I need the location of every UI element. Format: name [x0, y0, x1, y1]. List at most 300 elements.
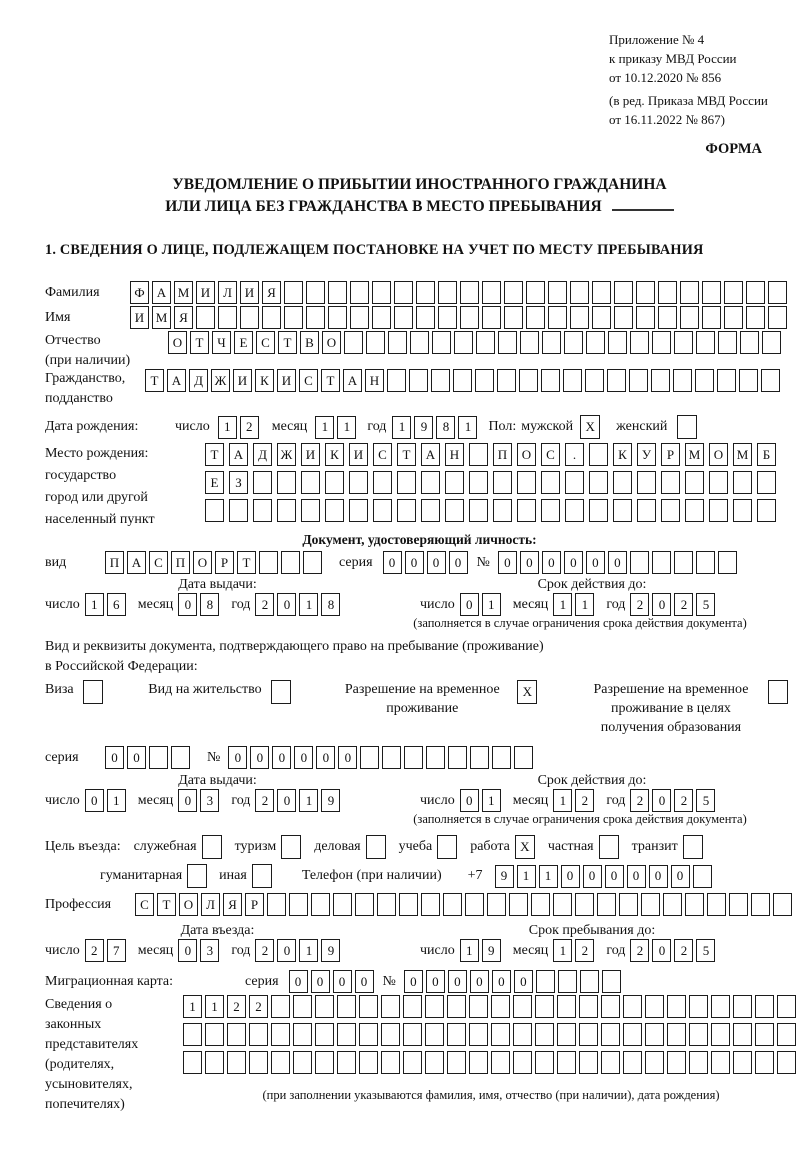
char-cell[interactable]	[426, 746, 445, 769]
char-cell[interactable]	[445, 471, 464, 494]
char-cell[interactable]	[253, 499, 272, 522]
char-cell[interactable]	[614, 306, 633, 329]
char-cell[interactable]: Н	[365, 369, 384, 392]
char-cell[interactable]	[535, 995, 554, 1018]
char-cell[interactable]	[249, 1023, 268, 1046]
char-cell[interactable]	[183, 1023, 202, 1046]
char-cell[interactable]	[570, 281, 589, 304]
char-cell[interactable]: 5	[696, 789, 715, 812]
char-cell[interactable]: 0	[277, 939, 296, 962]
char-cell[interactable]	[762, 331, 781, 354]
char-cell[interactable]	[663, 893, 682, 916]
char-cell[interactable]: Т	[145, 369, 164, 392]
char-cell[interactable]: 2	[575, 789, 594, 812]
char-cell[interactable]	[397, 499, 416, 522]
char-cell[interactable]	[630, 331, 649, 354]
char-cell[interactable]: 2	[255, 593, 274, 616]
char-cell[interactable]: 1	[517, 865, 536, 888]
char-cell[interactable]	[249, 1051, 268, 1074]
char-cell[interactable]	[227, 1051, 246, 1074]
char-cell[interactable]: 3	[200, 939, 219, 962]
char-cell[interactable]	[328, 306, 347, 329]
official-checkbox[interactable]	[202, 835, 222, 859]
char-cell[interactable]	[695, 369, 714, 392]
char-cell[interactable]	[623, 1051, 642, 1074]
char-cell[interactable]	[482, 281, 501, 304]
char-cell[interactable]	[410, 331, 429, 354]
char-cell[interactable]	[293, 1023, 312, 1046]
char-cell[interactable]: С	[299, 369, 318, 392]
char-cell[interactable]: 3	[200, 789, 219, 812]
char-cell[interactable]: 8	[200, 593, 219, 616]
char-cell[interactable]: Ф	[130, 281, 149, 304]
char-cell[interactable]: 0	[470, 970, 489, 993]
char-cell[interactable]	[755, 1023, 774, 1046]
char-cell[interactable]	[469, 1051, 488, 1074]
char-cell[interactable]	[469, 1023, 488, 1046]
char-cell[interactable]	[491, 995, 510, 1018]
char-cell[interactable]	[337, 1051, 356, 1074]
char-cell[interactable]: 8	[321, 593, 340, 616]
char-cell[interactable]	[448, 746, 467, 769]
char-cell[interactable]: 0	[272, 746, 291, 769]
char-cell[interactable]	[680, 306, 699, 329]
char-cell[interactable]	[325, 499, 344, 522]
char-cell[interactable]: 0	[105, 746, 124, 769]
char-cell[interactable]	[509, 893, 528, 916]
char-cell[interactable]	[636, 306, 655, 329]
char-cell[interactable]	[360, 746, 379, 769]
char-cell[interactable]: 0	[492, 970, 511, 993]
char-cell[interactable]	[601, 1051, 620, 1074]
char-cell[interactable]: 0	[586, 551, 605, 574]
char-cell[interactable]: Т	[237, 551, 256, 574]
char-cell[interactable]	[229, 499, 248, 522]
char-cell[interactable]: 2	[674, 939, 693, 962]
char-cell[interactable]	[196, 306, 215, 329]
char-cell[interactable]: Т	[190, 331, 209, 354]
char-cell[interactable]	[757, 471, 776, 494]
char-cell[interactable]: С	[135, 893, 154, 916]
char-cell[interactable]: Т	[278, 331, 297, 354]
char-cell[interactable]	[271, 995, 290, 1018]
char-cell[interactable]: П	[105, 551, 124, 574]
char-cell[interactable]: 0	[671, 865, 690, 888]
char-cell[interactable]	[674, 331, 693, 354]
char-cell[interactable]	[548, 281, 567, 304]
char-cell[interactable]: 9	[321, 939, 340, 962]
char-cell[interactable]	[460, 281, 479, 304]
char-cell[interactable]: Р	[245, 893, 264, 916]
char-cell[interactable]	[535, 1023, 554, 1046]
char-cell[interactable]: 1	[553, 593, 572, 616]
char-cell[interactable]	[729, 893, 748, 916]
char-cell[interactable]	[630, 551, 649, 574]
char-cell[interactable]	[614, 281, 633, 304]
char-cell[interactable]: 0	[311, 970, 330, 993]
char-cell[interactable]: И	[301, 443, 320, 466]
edu-permit-checkbox[interactable]	[768, 680, 788, 704]
char-cell[interactable]: Я	[223, 893, 242, 916]
char-cell[interactable]	[541, 471, 560, 494]
char-cell[interactable]	[623, 995, 642, 1018]
char-cell[interactable]	[645, 1023, 664, 1046]
char-cell[interactable]: Т	[321, 369, 340, 392]
char-cell[interactable]	[447, 1023, 466, 1046]
char-cell[interactable]	[724, 306, 743, 329]
char-cell[interactable]	[337, 1023, 356, 1046]
char-cell[interactable]	[416, 306, 435, 329]
study-checkbox[interactable]	[437, 835, 457, 859]
char-cell[interactable]	[470, 746, 489, 769]
char-cell[interactable]	[658, 281, 677, 304]
char-cell[interactable]	[755, 995, 774, 1018]
char-cell[interactable]: 0	[277, 593, 296, 616]
char-cell[interactable]: .	[565, 443, 584, 466]
char-cell[interactable]: 0	[316, 746, 335, 769]
char-cell[interactable]	[205, 499, 224, 522]
char-cell[interactable]	[709, 499, 728, 522]
char-cell[interactable]: А	[229, 443, 248, 466]
char-cell[interactable]	[372, 281, 391, 304]
char-cell[interactable]	[757, 499, 776, 522]
char-cell[interactable]: 0	[277, 789, 296, 812]
char-cell[interactable]	[768, 306, 787, 329]
char-cell[interactable]	[667, 1023, 686, 1046]
char-cell[interactable]	[623, 1023, 642, 1046]
work-checkbox[interactable]: X	[515, 835, 535, 859]
char-cell[interactable]: 0	[583, 865, 602, 888]
char-cell[interactable]	[563, 369, 582, 392]
char-cell[interactable]: 2	[630, 593, 649, 616]
char-cell[interactable]	[651, 369, 670, 392]
char-cell[interactable]	[517, 499, 536, 522]
char-cell[interactable]	[149, 746, 168, 769]
char-cell[interactable]	[693, 865, 712, 888]
char-cell[interactable]: А	[127, 551, 146, 574]
char-cell[interactable]	[306, 281, 325, 304]
char-cell[interactable]	[526, 306, 545, 329]
char-cell[interactable]: 2	[227, 995, 246, 1018]
char-cell[interactable]: Е	[205, 471, 224, 494]
char-cell[interactable]: Т	[397, 443, 416, 466]
char-cell[interactable]	[637, 471, 656, 494]
char-cell[interactable]: 1	[315, 416, 334, 439]
char-cell[interactable]: М	[152, 306, 171, 329]
char-cell[interactable]: 2	[85, 939, 104, 962]
char-cell[interactable]	[696, 331, 715, 354]
char-cell[interactable]: 0	[178, 593, 197, 616]
char-cell[interactable]: 0	[542, 551, 561, 574]
char-cell[interactable]	[416, 281, 435, 304]
char-cell[interactable]	[711, 1023, 730, 1046]
char-cell[interactable]	[592, 281, 611, 304]
char-cell[interactable]	[271, 1023, 290, 1046]
char-cell[interactable]	[445, 499, 464, 522]
char-cell[interactable]	[381, 995, 400, 1018]
char-cell[interactable]	[718, 331, 737, 354]
tourism-checkbox[interactable]	[281, 835, 301, 859]
char-cell[interactable]	[674, 551, 693, 574]
char-cell[interactable]	[262, 306, 281, 329]
char-cell[interactable]: 0	[85, 789, 104, 812]
char-cell[interactable]	[531, 893, 550, 916]
char-cell[interactable]	[218, 306, 237, 329]
char-cell[interactable]: И	[233, 369, 252, 392]
char-cell[interactable]	[733, 995, 752, 1018]
char-cell[interactable]: 1	[337, 416, 356, 439]
char-cell[interactable]	[349, 471, 368, 494]
char-cell[interactable]: 0	[561, 865, 580, 888]
char-cell[interactable]: А	[167, 369, 186, 392]
char-cell[interactable]	[724, 281, 743, 304]
char-cell[interactable]: А	[343, 369, 362, 392]
char-cell[interactable]: 1	[299, 789, 318, 812]
char-cell[interactable]	[491, 1051, 510, 1074]
char-cell[interactable]	[465, 893, 484, 916]
char-cell[interactable]	[613, 471, 632, 494]
char-cell[interactable]	[344, 331, 363, 354]
char-cell[interactable]: К	[613, 443, 632, 466]
char-cell[interactable]	[469, 995, 488, 1018]
male-checkbox[interactable]: X	[580, 415, 600, 439]
char-cell[interactable]	[597, 893, 616, 916]
char-cell[interactable]: Ж	[277, 443, 296, 466]
char-cell[interactable]: И	[277, 369, 296, 392]
char-cell[interactable]	[685, 893, 704, 916]
char-cell[interactable]: 5	[696, 593, 715, 616]
char-cell[interactable]: Р	[215, 551, 234, 574]
char-cell[interactable]	[740, 331, 759, 354]
char-cell[interactable]: О	[517, 443, 536, 466]
char-cell[interactable]	[387, 369, 406, 392]
char-cell[interactable]	[328, 281, 347, 304]
char-cell[interactable]	[579, 1051, 598, 1074]
char-cell[interactable]	[487, 893, 506, 916]
char-cell[interactable]	[689, 1023, 708, 1046]
char-cell[interactable]	[421, 499, 440, 522]
char-cell[interactable]	[570, 306, 589, 329]
char-cell[interactable]: 1	[392, 416, 411, 439]
char-cell[interactable]	[636, 281, 655, 304]
char-cell[interactable]	[513, 995, 532, 1018]
char-cell[interactable]	[685, 499, 704, 522]
char-cell[interactable]	[425, 995, 444, 1018]
char-cell[interactable]: 2	[255, 789, 274, 812]
char-cell[interactable]: 9	[495, 865, 514, 888]
char-cell[interactable]: В	[300, 331, 319, 354]
char-cell[interactable]: 1	[299, 939, 318, 962]
char-cell[interactable]: 0	[605, 865, 624, 888]
char-cell[interactable]	[514, 746, 533, 769]
char-cell[interactable]: 1	[553, 789, 572, 812]
char-cell[interactable]	[284, 306, 303, 329]
char-cell[interactable]	[589, 471, 608, 494]
char-cell[interactable]	[696, 551, 715, 574]
char-cell[interactable]	[350, 306, 369, 329]
char-cell[interactable]	[277, 499, 296, 522]
char-cell[interactable]	[281, 551, 300, 574]
char-cell[interactable]: С	[149, 551, 168, 574]
char-cell[interactable]	[359, 1023, 378, 1046]
char-cell[interactable]	[718, 551, 737, 574]
char-cell[interactable]: 0	[449, 551, 468, 574]
char-cell[interactable]	[432, 331, 451, 354]
char-cell[interactable]: К	[325, 443, 344, 466]
char-cell[interactable]	[372, 306, 391, 329]
char-cell[interactable]: 0	[178, 789, 197, 812]
char-cell[interactable]	[557, 995, 576, 1018]
char-cell[interactable]	[293, 995, 312, 1018]
char-cell[interactable]	[325, 471, 344, 494]
char-cell[interactable]	[497, 369, 516, 392]
char-cell[interactable]: Р	[661, 443, 680, 466]
char-cell[interactable]	[315, 995, 334, 1018]
char-cell[interactable]: О	[322, 331, 341, 354]
char-cell[interactable]	[661, 499, 680, 522]
char-cell[interactable]	[777, 995, 796, 1018]
char-cell[interactable]: 1	[460, 939, 479, 962]
char-cell[interactable]: 0	[250, 746, 269, 769]
char-cell[interactable]	[205, 1051, 224, 1074]
char-cell[interactable]: 0	[178, 939, 197, 962]
visa-checkbox[interactable]	[83, 680, 103, 704]
char-cell[interactable]: 0	[383, 551, 402, 574]
char-cell[interactable]	[289, 893, 308, 916]
char-cell[interactable]	[579, 1023, 598, 1046]
char-cell[interactable]: П	[493, 443, 512, 466]
char-cell[interactable]	[589, 443, 608, 466]
char-cell[interactable]	[702, 306, 721, 329]
char-cell[interactable]	[733, 1023, 752, 1046]
char-cell[interactable]	[777, 1023, 796, 1046]
char-cell[interactable]: О	[168, 331, 187, 354]
char-cell[interactable]	[183, 1051, 202, 1074]
char-cell[interactable]	[397, 471, 416, 494]
char-cell[interactable]	[366, 331, 385, 354]
char-cell[interactable]	[381, 1023, 400, 1046]
char-cell[interactable]	[240, 306, 259, 329]
char-cell[interactable]: 2	[674, 789, 693, 812]
char-cell[interactable]	[403, 1051, 422, 1074]
char-cell[interactable]: И	[130, 306, 149, 329]
char-cell[interactable]	[315, 1051, 334, 1074]
char-cell[interactable]	[425, 1023, 444, 1046]
char-cell[interactable]	[403, 1023, 422, 1046]
char-cell[interactable]	[498, 331, 517, 354]
char-cell[interactable]	[425, 1051, 444, 1074]
char-cell[interactable]	[469, 471, 488, 494]
char-cell[interactable]	[565, 471, 584, 494]
char-cell[interactable]: 0	[448, 970, 467, 993]
char-cell[interactable]	[601, 995, 620, 1018]
char-cell[interactable]	[337, 995, 356, 1018]
char-cell[interactable]	[377, 893, 396, 916]
char-cell[interactable]	[541, 369, 560, 392]
char-cell[interactable]: 0	[514, 970, 533, 993]
char-cell[interactable]	[558, 970, 577, 993]
char-cell[interactable]: 0	[520, 551, 539, 574]
char-cell[interactable]	[658, 306, 677, 329]
char-cell[interactable]	[519, 369, 538, 392]
char-cell[interactable]	[205, 1023, 224, 1046]
other-checkbox[interactable]	[252, 864, 272, 888]
char-cell[interactable]: Т	[157, 893, 176, 916]
char-cell[interactable]	[557, 1023, 576, 1046]
char-cell[interactable]	[565, 499, 584, 522]
char-cell[interactable]	[469, 443, 488, 466]
char-cell[interactable]: О	[179, 893, 198, 916]
char-cell[interactable]	[171, 746, 190, 769]
business-checkbox[interactable]	[366, 835, 386, 859]
char-cell[interactable]: 0	[355, 970, 374, 993]
char-cell[interactable]: П	[171, 551, 190, 574]
char-cell[interactable]	[517, 471, 536, 494]
char-cell[interactable]	[667, 1051, 686, 1074]
char-cell[interactable]	[589, 499, 608, 522]
char-cell[interactable]	[409, 369, 428, 392]
char-cell[interactable]: 1	[539, 865, 558, 888]
char-cell[interactable]: 2	[630, 789, 649, 812]
char-cell[interactable]: 0	[627, 865, 646, 888]
char-cell[interactable]	[349, 499, 368, 522]
char-cell[interactable]	[579, 995, 598, 1018]
char-cell[interactable]	[652, 331, 671, 354]
char-cell[interactable]: 0	[404, 970, 423, 993]
char-cell[interactable]	[447, 995, 466, 1018]
char-cell[interactable]	[301, 471, 320, 494]
char-cell[interactable]	[373, 471, 392, 494]
char-cell[interactable]	[777, 1051, 796, 1074]
char-cell[interactable]: 0	[649, 865, 668, 888]
char-cell[interactable]	[311, 893, 330, 916]
char-cell[interactable]: М	[733, 443, 752, 466]
char-cell[interactable]	[482, 306, 501, 329]
private-checkbox[interactable]	[599, 835, 619, 859]
char-cell[interactable]	[702, 281, 721, 304]
char-cell[interactable]: 0	[460, 593, 479, 616]
char-cell[interactable]: И	[196, 281, 215, 304]
char-cell[interactable]	[613, 499, 632, 522]
char-cell[interactable]: А	[152, 281, 171, 304]
char-cell[interactable]	[541, 499, 560, 522]
char-cell[interactable]: О	[193, 551, 212, 574]
char-cell[interactable]	[259, 551, 278, 574]
temp-permit-checkbox[interactable]: X	[517, 680, 537, 704]
char-cell[interactable]	[548, 306, 567, 329]
char-cell[interactable]	[733, 499, 752, 522]
char-cell[interactable]	[580, 970, 599, 993]
char-cell[interactable]	[399, 893, 418, 916]
char-cell[interactable]	[733, 1051, 752, 1074]
char-cell[interactable]: 0	[564, 551, 583, 574]
char-cell[interactable]: О	[709, 443, 728, 466]
char-cell[interactable]: А	[421, 443, 440, 466]
char-cell[interactable]: 1	[183, 995, 202, 1018]
char-cell[interactable]: 0	[460, 789, 479, 812]
char-cell[interactable]	[438, 281, 457, 304]
char-cell[interactable]	[733, 471, 752, 494]
char-cell[interactable]	[711, 995, 730, 1018]
char-cell[interactable]	[629, 369, 648, 392]
char-cell[interactable]: 1	[458, 416, 477, 439]
char-cell[interactable]: 1	[482, 789, 501, 812]
char-cell[interactable]: И	[349, 443, 368, 466]
char-cell[interactable]: 2	[630, 939, 649, 962]
char-cell[interactable]	[421, 471, 440, 494]
char-cell[interactable]: Д	[253, 443, 272, 466]
char-cell[interactable]	[652, 551, 671, 574]
